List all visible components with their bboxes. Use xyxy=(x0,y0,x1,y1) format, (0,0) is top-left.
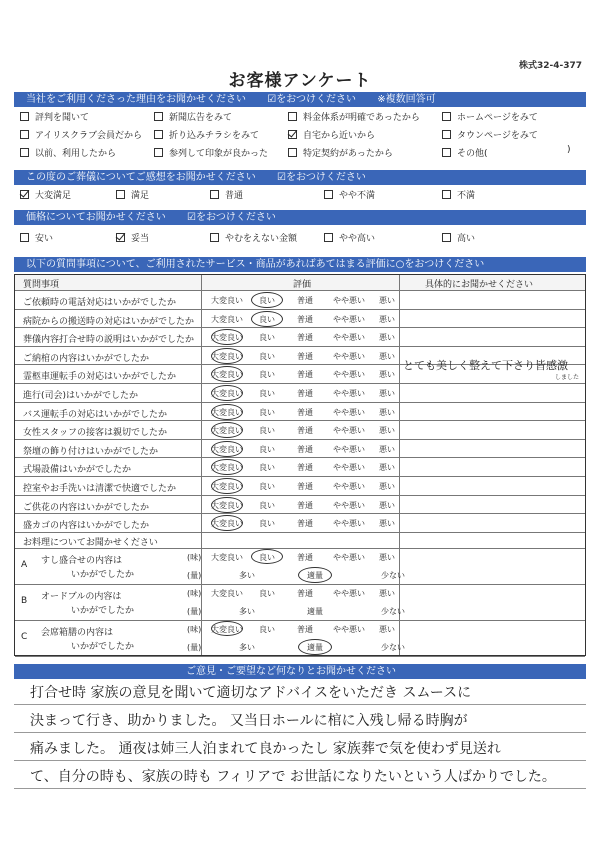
table-row xyxy=(15,421,585,440)
question-text: 霊柩車運転手の対応はいかがでしたか xyxy=(23,372,177,383)
rating-option[interactable]: 普通 xyxy=(297,370,313,380)
checkbox-label: 大変満足 xyxy=(35,191,72,201)
rating-option[interactable]: 良い xyxy=(259,463,275,473)
rating-option[interactable]: 良い xyxy=(259,500,275,510)
checkbox[interactable] xyxy=(288,130,297,139)
detail-handwritten-note-2: しました xyxy=(555,374,580,381)
question-text: バス運転手の対応はいかがでしたか xyxy=(23,409,168,420)
rating-option[interactable]: 大変良い xyxy=(211,444,243,454)
selected-circle xyxy=(211,478,243,494)
checkbox-label: 不満 xyxy=(457,191,476,201)
checkbox-label: やむをえない金額 xyxy=(225,234,298,244)
checkbox-label: 安い xyxy=(35,234,54,244)
taste-option[interactable]: 大変良い xyxy=(211,625,243,634)
rating-option[interactable]: 普通 xyxy=(297,389,313,398)
section-rating-header xyxy=(14,257,586,272)
taste-option[interactable]: 悪い xyxy=(379,589,395,598)
question-text: 女性スタッフの接客は親切でしたか xyxy=(23,428,168,439)
table-row xyxy=(15,328,585,347)
rating-option[interactable]: 良い xyxy=(259,314,275,324)
price-option[interactable] xyxy=(324,233,375,245)
qty-option[interactable]: 少ない xyxy=(381,607,405,616)
comment-line-text: て、自分の時も、家族の時も フィリアで お世話になりたいという人ばかりでした。 xyxy=(30,769,556,785)
table-row xyxy=(15,514,585,533)
rating-option[interactable]: 悪い xyxy=(379,426,395,436)
rating-table xyxy=(14,274,586,656)
qty-option[interactable]: 少ない xyxy=(381,643,405,652)
reason-option[interactable] xyxy=(288,112,420,124)
table-row xyxy=(15,384,585,403)
checkbox[interactable] xyxy=(442,112,451,121)
checkbox[interactable] xyxy=(154,130,163,139)
question-text: ご供花の内容はいかがでしたか xyxy=(23,502,150,513)
taste-label: (味) xyxy=(187,625,202,634)
taste-option[interactable]: 普通 xyxy=(297,589,313,598)
rating-option[interactable]: 大変良い xyxy=(211,426,243,436)
form-code: 株式32-4-377 xyxy=(518,61,582,71)
checkbox[interactable] xyxy=(20,130,29,139)
rating-option[interactable]: 普通 xyxy=(297,500,313,510)
reason-option[interactable] xyxy=(20,130,142,142)
checkbox-label: 高い xyxy=(457,234,476,244)
question-text: ご依頼時の電話対応はいかがでしたか xyxy=(23,298,177,308)
taste-option[interactable]: 普通 xyxy=(297,625,313,634)
section-reason-title: 当社をご利用くださった理由をお聞かせください xyxy=(26,94,246,105)
rating-option[interactable]: 大変良い xyxy=(211,500,243,510)
checkbox-label: 普通 xyxy=(225,191,244,201)
table-row xyxy=(15,496,585,515)
checkbox[interactable] xyxy=(210,233,219,242)
checkbox-label: アイリスクラブ会員だから xyxy=(35,131,143,141)
reason-option[interactable] xyxy=(442,130,538,142)
rating-option[interactable]: 大変良い xyxy=(211,296,243,305)
checkbox-label: 満足 xyxy=(131,191,150,201)
detail-handwritten-note: とても美しく整えて下さり皆感激 xyxy=(403,359,568,372)
reason-option[interactable] xyxy=(154,130,259,142)
question-text: 進行(司会)はいかがでしたか xyxy=(23,391,139,401)
food-question-2: いかがでしたか xyxy=(71,642,135,652)
reason-option[interactable] xyxy=(442,112,538,124)
reason-option[interactable] xyxy=(288,130,375,142)
checkbox[interactable] xyxy=(154,112,163,121)
food-question-2: いかがでしたか xyxy=(71,570,135,580)
rating-option[interactable]: やや悪い xyxy=(333,351,365,361)
selected-circle xyxy=(211,497,243,513)
taste-label: (味) xyxy=(187,553,202,562)
rating-option[interactable]: 大変良い xyxy=(211,351,243,361)
comment-line-text: 痛みました。 通夜は姉三人泊まれて良かったし 家族葬で気を使わず見送れ xyxy=(30,741,501,757)
selected-circle xyxy=(211,404,243,420)
taste-option[interactable]: 良い xyxy=(259,553,275,562)
rating-option[interactable]: 悪い xyxy=(379,482,395,491)
table-row xyxy=(15,310,585,329)
food-question: すし盛合せの内容は xyxy=(41,556,123,566)
reason-option[interactable] xyxy=(442,148,488,160)
checkbox[interactable] xyxy=(288,148,297,157)
rating-option[interactable]: 良い xyxy=(259,444,275,454)
rating-option[interactable]: 悪い xyxy=(379,519,395,529)
section-price-title: 価格についてお聞かせください xyxy=(26,212,166,223)
food-letter: C xyxy=(21,632,28,642)
comment-rule xyxy=(14,732,586,733)
section-price-header xyxy=(14,210,586,225)
rating-option[interactable]: やや悪い xyxy=(333,444,365,454)
rating-option[interactable]: 大変良い xyxy=(211,370,243,380)
question-text: ご納棺の内容はいかがでしたか xyxy=(23,353,150,364)
taste-option[interactable]: やや悪い xyxy=(333,589,365,598)
price-option[interactable] xyxy=(20,233,53,245)
checkbox-label: やや不満 xyxy=(339,191,376,201)
rating-option[interactable]: 悪い xyxy=(379,407,395,417)
col-detail: 具体的にお聞かせください xyxy=(425,280,534,290)
qty-option[interactable]: 多い xyxy=(239,607,255,616)
table-row xyxy=(15,403,585,422)
qty-option[interactable]: 少ない xyxy=(381,571,405,580)
comment-line-text: 決まって行き、助かりました。 又当日ホールに棺に入残し帰る時胸が xyxy=(30,713,468,729)
checkbox[interactable] xyxy=(442,148,451,157)
checkbox[interactable] xyxy=(116,190,125,199)
rating-table-header xyxy=(15,275,585,291)
rating-option[interactable]: 普通 xyxy=(297,407,313,417)
rating-option[interactable]: やや悪い xyxy=(333,314,365,324)
checkbox-label: 自宅から近いから xyxy=(303,131,376,141)
checkbox[interactable] xyxy=(154,148,163,157)
section-impression-instruction: ☑をおつけください xyxy=(277,172,366,183)
taste-option[interactable]: 良い xyxy=(259,625,275,634)
question-text: 式場設備はいかがでしたか xyxy=(23,465,132,476)
rating-option[interactable]: やや悪い xyxy=(333,482,365,491)
page-title: お客様アンケート xyxy=(228,71,372,91)
rating-option[interactable]: 良い xyxy=(259,426,275,436)
impression-option[interactable] xyxy=(442,190,475,202)
table-row xyxy=(15,440,585,459)
taste-option[interactable]: 大変良い xyxy=(211,589,243,598)
checkbox-label: タウンページをみて xyxy=(457,131,538,141)
selected-circle xyxy=(211,385,243,401)
col-rating: 評価 xyxy=(293,280,312,290)
selected-circle xyxy=(211,348,243,364)
checkbox-label: 以前、利用したから xyxy=(35,149,117,159)
rating-option[interactable]: 大変良い xyxy=(211,463,243,473)
checkbox-label: 料金体系が明確であったから xyxy=(303,113,420,123)
checkbox[interactable] xyxy=(324,190,333,199)
section-rating-title: 以下の質問事項について、ご利用されたサービス・商品があればあてはまる評価に○をおつけください xyxy=(26,259,485,270)
rating-option[interactable]: 良い xyxy=(259,351,275,361)
checkbox[interactable] xyxy=(288,112,297,121)
rating-option[interactable]: やや悪い xyxy=(333,333,365,343)
rating-option[interactable]: 大変良い xyxy=(211,519,243,529)
rating-option[interactable]: やや悪い xyxy=(333,407,365,417)
impression-option[interactable] xyxy=(210,190,243,202)
selected-circle xyxy=(211,621,243,636)
checkbox-label: 妥当 xyxy=(131,234,150,244)
qty-label: (量) xyxy=(187,643,202,652)
price-option[interactable] xyxy=(442,233,475,245)
rating-option[interactable]: 悪い xyxy=(379,444,395,454)
question-text: 祭壇の飾り付けはいかがでしたか xyxy=(23,446,159,457)
rating-option[interactable]: 良い xyxy=(259,407,275,417)
rating-option[interactable]: やや悪い xyxy=(333,463,365,473)
food-row xyxy=(15,549,585,585)
question-text: 病院からの搬送時の対応はいかがでしたか xyxy=(23,316,195,327)
food-header-row xyxy=(15,533,585,549)
rating-option[interactable]: 普通 xyxy=(297,444,313,454)
qty-option[interactable]: 多い xyxy=(239,643,255,652)
rating-option[interactable]: やや悪い xyxy=(333,389,365,398)
section-impression-title: この度のご葬儀についてご感想をお聞かせください xyxy=(26,172,256,183)
checkbox-label: 評判を聞いて xyxy=(35,113,90,123)
rating-option[interactable]: 普通 xyxy=(297,426,313,436)
food-question: 会席箱膳の内容は xyxy=(41,628,114,638)
rating-option[interactable]: やや悪い xyxy=(333,500,365,510)
rating-option[interactable]: 大変良い xyxy=(211,482,243,491)
rating-option[interactable]: 普通 xyxy=(297,314,313,324)
rating-option[interactable]: 悪い xyxy=(379,333,395,343)
rating-option[interactable]: 良い xyxy=(259,370,275,380)
reason-option[interactable] xyxy=(20,148,116,160)
qty-option[interactable]: 適量 xyxy=(307,571,323,580)
rating-option[interactable]: 良い xyxy=(259,333,275,343)
impression-option[interactable] xyxy=(116,190,149,202)
rating-option[interactable]: 悪い xyxy=(379,296,395,305)
rating-option[interactable]: 悪い xyxy=(379,351,395,361)
section-comment-header xyxy=(14,664,586,679)
taste-option[interactable]: やや悪い xyxy=(333,625,365,634)
rating-option[interactable]: やや悪い xyxy=(333,426,365,436)
qty-option[interactable]: 適量 xyxy=(307,643,323,652)
section-reason-note: ※複数回答可 xyxy=(377,94,436,105)
rating-option[interactable]: やや悪い xyxy=(333,296,365,305)
checkbox-label: 新聞広告をみて xyxy=(169,113,233,123)
question-text: 葬儀内容打合せ時の説明はいかがでしたか xyxy=(23,335,195,346)
taste-option[interactable]: 悪い xyxy=(379,625,395,634)
selected-circle xyxy=(211,441,243,457)
checkbox[interactable] xyxy=(20,190,29,199)
rating-option[interactable]: やや悪い xyxy=(333,519,365,529)
food-letter: A xyxy=(21,560,28,570)
checkbox-label: 折り込みチラシをみて xyxy=(169,131,260,141)
food-row xyxy=(15,621,585,657)
checkbox[interactable] xyxy=(20,148,29,157)
col-question: 質問事項 xyxy=(23,280,60,290)
comment-rule xyxy=(14,788,586,789)
checkbox-label: ホームページをみて xyxy=(457,113,538,123)
rating-option[interactable]: 悪い xyxy=(379,314,395,324)
food-header: お料理についてお聞かせください xyxy=(23,538,158,548)
section-comment-title: ご意見・ご要望など何なりとお聞かせください xyxy=(186,666,396,677)
rating-option[interactable]: 普通 xyxy=(297,482,313,491)
checkbox[interactable] xyxy=(20,233,29,242)
section-reason-instruction: ☑をおつけください xyxy=(267,94,357,105)
impression-option[interactable] xyxy=(20,190,71,202)
rating-option[interactable]: やや悪い xyxy=(333,370,365,380)
reason-option[interactable] xyxy=(154,148,268,160)
price-option[interactable] xyxy=(116,233,149,245)
selected-circle xyxy=(251,549,283,564)
selected-circle xyxy=(298,639,332,655)
rating-option[interactable]: 良い xyxy=(259,296,275,305)
food-letter: B xyxy=(21,596,28,606)
rating-option[interactable]: 大変良い xyxy=(211,314,243,324)
taste-option[interactable]: 悪い xyxy=(379,553,395,562)
rating-option[interactable]: 良い xyxy=(259,519,275,529)
selected-circle xyxy=(298,567,332,583)
checkbox[interactable] xyxy=(210,190,219,199)
checkbox-label: その他( xyxy=(457,149,488,159)
question-text: 盛カゴの内容はいかがでしたか xyxy=(23,521,150,532)
rating-option[interactable]: 良い xyxy=(259,389,275,398)
rating-option[interactable]: 普通 xyxy=(297,333,313,343)
checkbox[interactable] xyxy=(116,233,125,242)
rating-option[interactable]: 良い xyxy=(259,482,275,491)
section-impression-header xyxy=(14,170,586,185)
checkbox[interactable] xyxy=(442,190,451,199)
taste-option[interactable]: 大変良い xyxy=(211,553,243,562)
rating-option[interactable]: 大変良い xyxy=(211,407,243,417)
taste-label: (味) xyxy=(187,589,202,598)
selected-circle xyxy=(251,311,283,327)
section-price-instruction: ☑をおつけください xyxy=(187,212,276,223)
comment-rule xyxy=(14,760,586,761)
rating-option[interactable]: 大変良い xyxy=(211,333,243,343)
price-option[interactable] xyxy=(210,233,297,245)
table-row xyxy=(15,458,585,477)
rating-option[interactable]: 悪い xyxy=(379,370,395,380)
taste-option[interactable]: やや悪い xyxy=(333,553,365,562)
impression-option[interactable] xyxy=(324,190,375,202)
food-question: オードブルの内容は xyxy=(41,592,122,602)
rating-option[interactable]: 普通 xyxy=(297,351,313,361)
section-reason-header xyxy=(14,92,586,107)
checkbox-label: やや高い xyxy=(339,234,376,244)
rating-option[interactable]: 悪い xyxy=(379,463,395,473)
other-close-paren: ) xyxy=(567,145,571,155)
comment-rule xyxy=(14,704,586,705)
qty-label: (量) xyxy=(187,571,202,580)
reason-option[interactable] xyxy=(154,112,232,124)
qty-option[interactable]: 多い xyxy=(239,571,255,580)
rating-option[interactable]: 普通 xyxy=(297,463,313,473)
qty-option[interactable]: 適量 xyxy=(307,607,323,616)
selected-circle xyxy=(251,292,283,308)
food-question-2: いかがでしたか xyxy=(71,606,135,616)
reason-option[interactable] xyxy=(288,148,393,160)
reason-option[interactable] xyxy=(20,112,89,124)
rating-option[interactable]: 普通 xyxy=(297,519,313,529)
taste-option[interactable]: 良い xyxy=(259,589,275,598)
question-text: 控室やお手洗いは清潔で快適でしたか xyxy=(23,484,177,494)
rating-option[interactable]: 悪い xyxy=(379,500,395,510)
checkbox[interactable] xyxy=(442,130,451,139)
checkbox[interactable] xyxy=(20,112,29,121)
table-row xyxy=(15,291,585,310)
taste-option[interactable]: 普通 xyxy=(297,553,313,562)
checkbox-label: 参列して印象が良かった xyxy=(169,149,269,159)
rating-option[interactable]: 普通 xyxy=(297,296,313,305)
rating-option[interactable]: 悪い xyxy=(379,389,395,398)
checkbox-label: 特定契約があったから xyxy=(303,149,393,159)
checkbox[interactable] xyxy=(442,233,451,242)
comment-line-text: 打合せ時 家族の意見を聞いて適切なアドバイスをいただき スムースに xyxy=(30,685,472,701)
qty-label: (量) xyxy=(187,607,202,616)
checkbox[interactable] xyxy=(324,233,333,242)
food-row xyxy=(15,585,585,621)
rating-option[interactable]: 大変良い xyxy=(211,389,243,398)
table-row xyxy=(15,477,585,496)
